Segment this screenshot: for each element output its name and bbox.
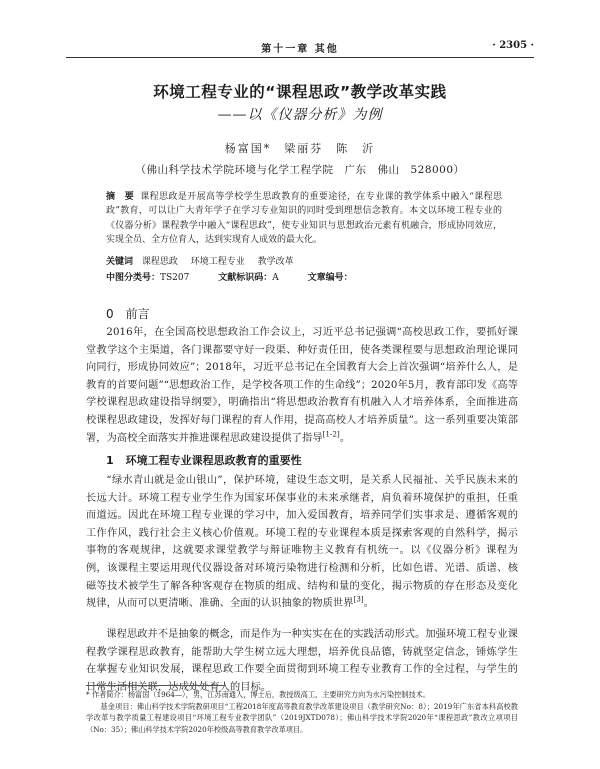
- section-number: 1: [106, 454, 114, 467]
- running-header: [66, 40, 534, 56]
- paragraph-text: 课程思政并不是抽象的概念，而是作为一种实实在在的实践活动形式。加强环境工程专业课程教学课程思政教育，能帮助大学生树立远大理想，培养优良品德，铸就坚定信念，锤炼学生在掌握专业知识发展，课程思政工作要全面贯彻到环境工程专业教育工作的全过程，与学生的日常生活相关联，达成处处育人的目标。: [86, 629, 518, 693]
- section-title: 前言: [125, 307, 150, 321]
- abstract-label: 摘 要: [106, 192, 135, 202]
- clc-value: TS207: [160, 273, 190, 283]
- paragraph-text: 2016年，在全国高校思想政治工作会议上，习近平总书记强调“高校思政工作，要抓好课堂教学这个主渠道，各门课都要守好一段渠、种好责任田，使各类课程要与思想政治理论课同向同行，形成协同效应”；2018年，习近平总书记在全国教育大会上首次强调“培养什么人，是教育的首要问题”“思想政治工作，是学校各项工作的生命线”；2020年5月，教育部印发《高等学校课程思政建设指导纲要》，明确指出“将思想政治教育有机融入人才培养体系，全面推进高校课程思政建设，发挥好每门课程的育人作用，提高高校人才培养质量”。这一系列重要决策部署，为高校全面落实并推进课程思政建设提供了指导: [86, 327, 518, 444]
- header-rule: [66, 57, 534, 58]
- footnote-author-bio: * 作者简介：杨富国（1964—），男，江苏南通人，博士后，教授级高工，主要研究方向为水污染控制技术。: [86, 690, 431, 699]
- paper-title: 环境工程专业的“课程思政”教学改革实践: [153, 83, 447, 101]
- citation: [1-2]: [322, 430, 340, 439]
- doc-code-label: 文献标识码：: [218, 273, 273, 283]
- keywords-label: 关键词: [106, 257, 134, 267]
- paragraph-text: “绿水青山就是金山银山”，保护环境，建设生态文明，是关系人民福祉、关乎民族未来的长远大计。环境工程专业学生作为国家环保事业的未来承继者，肩负着环境保护的重担，任重而道远。因此在环境工程专业课的学习中，加入爱国教育，培养同学们实事求是、遵循客观的工作作风，践行社会主义核心价值观。环境工程的专业课程本质是探索客观的自然科学，揭示事物的客观规律，这就要求课堂教学与辩证唯物主义教育有机统一。以《仪器分析》课程为例，该课程主要运用现代仪器设备对环境污染物进行检测和分析，比如色谱、光谱、质谱、核磁等技术被学生了解各种客观存在物质的组成、结构和量的变化，揭示物质的存在形态及变化规律，从而可以更清晰、准确、全面的认识抽象的物质世界: [86, 475, 518, 610]
- keyword-item: 环境工程专业: [190, 257, 245, 267]
- abstract-text: 课程思政是开展高等学校学生思政教育的重要途径，在专业课的教学体系中融入“课程思政”教育，可以让广大青年学子在学习专业知识的同时受到理想信念教育。本文以环境工程专业的《仪器分析》课程教学中融入“课程思政”，使专业知识与思想政治元素有机融合，形成协同效应，实现全员、全方位育人，达到实现育人成效的最大化。: [106, 192, 502, 245]
- citation: [3]: [353, 595, 364, 604]
- abstract: [106, 190, 502, 247]
- section-title: 环境工程专业课程思政教育的重要性: [125, 454, 302, 467]
- keyword-item: 课程思政: [141, 257, 178, 267]
- footnote-funding: 基金项目：佛山科学技术学院教研项目“工程2018年度高等教育教学改革建设项目（教学研究No：8）；2019年广东省本科高校教学改革与教学质量工程建设项目“环境工程专业教学团队”（2019JXTD078）；佛山科学技术学院2020年“课程思政”教改立项项目（No：35）；佛山科学技术学院2020年校级高等教育教学改革项目。: [86, 701, 518, 734]
- paper-subtitle: ——以《仪器分析》为例: [217, 107, 383, 123]
- page-number: · 2305 ·: [492, 40, 534, 51]
- clc-label: 中图分类号：: [106, 273, 161, 283]
- footnote-rule: [86, 685, 226, 686]
- section-heading-intro: [106, 305, 150, 322]
- article-number-label: 文章编号：: [307, 273, 353, 283]
- section-number: 0: [106, 307, 114, 321]
- running-header-chapter: 第十一章 其他: [261, 44, 339, 55]
- paragraph-end: 。: [339, 432, 351, 444]
- keyword-item: 教学改革: [257, 257, 294, 267]
- keywords: [106, 255, 502, 269]
- footnotes: [86, 689, 518, 735]
- classification-line: [106, 271, 526, 285]
- author-list: 杨富国* 梁丽芬 陈 沂: [224, 142, 376, 155]
- paragraph-section1-a: [86, 472, 518, 613]
- doc-code-value: A: [272, 273, 279, 283]
- affiliation: （佛山科学技术学院环境与化学工程学院 广东 佛山 528000）: [135, 164, 465, 176]
- section-heading-1: [106, 452, 302, 468]
- paragraph-end: 。: [363, 598, 374, 610]
- paragraph-intro: [86, 324, 518, 447]
